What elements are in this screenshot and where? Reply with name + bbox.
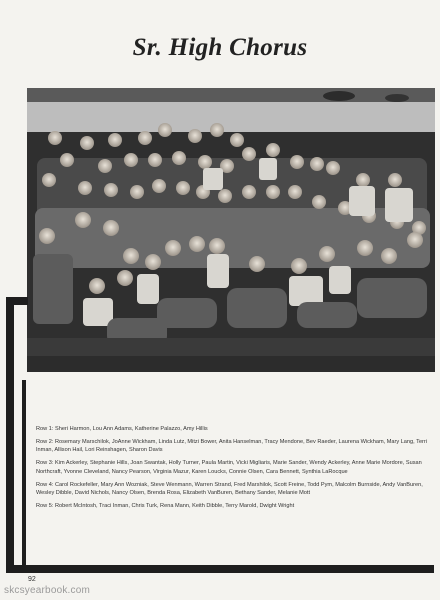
page-number: 92 <box>28 576 36 583</box>
caption-row-1: Row 1: Sheri Harmon, Lou Ann Adams, Katherine Palazzo, Amy Hillis <box>36 426 208 432</box>
chorus-group-photo <box>27 88 435 372</box>
frame-inner-bar <box>22 380 26 568</box>
frame-left-bar <box>6 297 14 572</box>
frame-bottom-bar <box>6 565 434 573</box>
caption-row-2: Row 2: Rosemary Marschilok, JoAnne Wickham, Linda Lutz, Mitzi Bower, Anita Hanselman, Tracy Mendone, Bev Raeder, Laurena Wickham, Mary Lang, Terri Inman, Allison Hail, Lori Reinshagen, Sharon Davis <box>36 438 428 454</box>
caption-list <box>36 425 432 515</box>
caption-row-4: Row 4: Carol Rockefeller, Mary Ann Wozniak, Steve Wenmann, Warren Strand, Fred Marshilok, Scott Freine, Todd Pym, Malcolm Burnside, Andy VanBuren, Wesley Dibble, David Nichols, Nancy Olsen, Brenda Rosa, Elizabeth VanBuren, Bethany Sander, Melanie Mott <box>36 481 423 497</box>
caption-row-5: Row 5: Robert McIntosh, Traci Inman, Chris Turk, Rena Mann, Keith Dibble, Terry Marold, Dwight Wright <box>36 502 295 509</box>
watermark: skcsyearbook.com <box>4 585 91 596</box>
group-photo-icon <box>27 88 435 372</box>
page-title: Sr. High Chorus <box>132 34 308 61</box>
caption-row-3: Row 3: Kim Ackerley, Stephanie Hills, Joan Swantak, Holly Turner, Paula Martin, Vicki Migliaris, Marie Sander, Wendy Ackerley, Anne Marie Mordore, Susan Northcraft, Yvonne Cleveland, Nancy Pearson, Virginia Mazur, Karen Loucks, Connie Olsen, Cara Bennett, Synthia LaRocque <box>36 460 422 475</box>
